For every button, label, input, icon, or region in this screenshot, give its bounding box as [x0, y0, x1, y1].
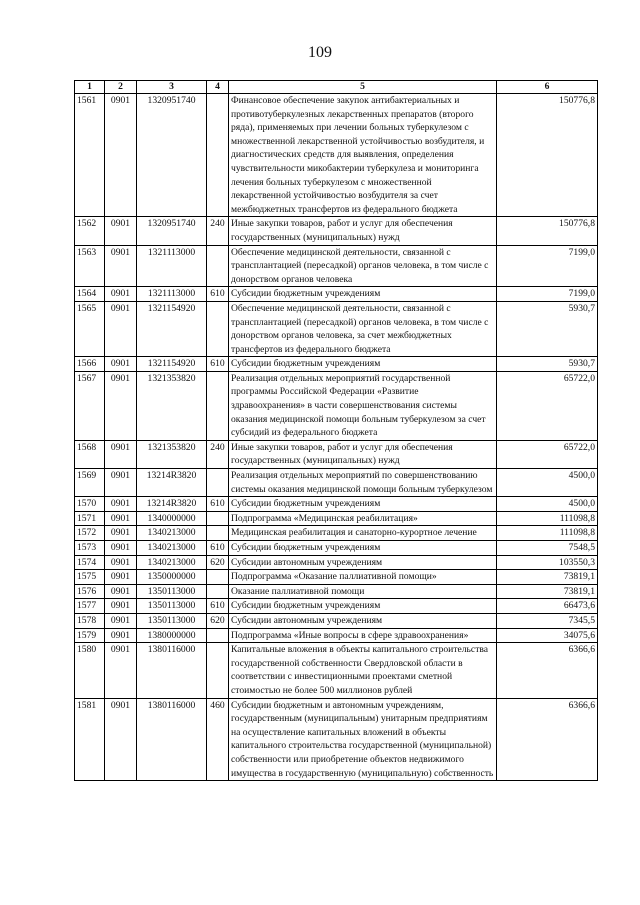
item-name-cell: Обеспечение медицинской деятельности, связанной с трансплантацией (пересадкой) органов человека, в том числе с донорством органов человека — [229, 245, 497, 287]
row-number-cell: 1578 — [75, 613, 105, 628]
expense-type-cell: 610 — [207, 357, 229, 372]
item-name-cell: Субсидии бюджетным учреждениям — [229, 287, 497, 302]
amount-cell: 7548,5 — [497, 541, 598, 556]
target-article-cell: 13214R3820 — [137, 469, 207, 497]
table-row — [75, 94, 598, 217]
item-name-cell: Финансовое обеспечение закупок антибактериальных и противотуберкулезных лекарственных препаратов (второго ряда), применяемых при лечении больных туберкулезом с множественной лекарственной устойчивостью возбудителя, и диагностических средств для выявления, определения чувствительности микобактерии туберкулеза и мониторинга лечения больных туберкулезом с множественной лекарственной устойчивостью возбудителя за счет межбюджетных трансфертов из федерального бюджета — [229, 94, 497, 217]
target-article-cell: 1380116000 — [137, 643, 207, 698]
row-number-cell: 1571 — [75, 511, 105, 526]
item-name-cell: Реализация отдельных мероприятий по совершенствованию системы оказания медицинской помощи больным туберкулезом — [229, 469, 497, 497]
table-row — [75, 245, 598, 287]
row-number-cell: 1563 — [75, 245, 105, 287]
target-article-cell: 1340213000 — [137, 541, 207, 556]
section-code-cell: 0901 — [105, 511, 137, 526]
expense-type-cell — [207, 584, 229, 599]
budget-table — [74, 80, 598, 781]
section-code-cell: 0901 — [105, 570, 137, 585]
item-name-cell: Иные закупки товаров, работ и услуг для обеспечения государственных (муниципальных) нужд — [229, 217, 497, 245]
target-article-cell: 1350113000 — [137, 584, 207, 599]
table-row — [75, 599, 598, 614]
expense-type-cell: 240 — [207, 440, 229, 468]
table-row — [75, 357, 598, 372]
amount-cell: 103550,3 — [497, 555, 598, 570]
expense-type-cell — [207, 570, 229, 585]
section-code-cell: 0901 — [105, 613, 137, 628]
row-number-cell: 1561 — [75, 94, 105, 217]
target-article-cell: 1321353820 — [137, 440, 207, 468]
row-number-cell: 1575 — [75, 570, 105, 585]
amount-cell: 7345,5 — [497, 613, 598, 628]
item-name-cell: Оказание паллиативной помощи — [229, 584, 497, 599]
section-code-cell: 0901 — [105, 541, 137, 556]
table-row — [75, 584, 598, 599]
item-name-cell: Субсидии автономным учреждениям — [229, 613, 497, 628]
amount-cell: 6366,6 — [497, 698, 598, 781]
expense-type-cell — [207, 469, 229, 497]
header-cell-4: 4 — [207, 81, 229, 94]
target-article-cell: 1340213000 — [137, 526, 207, 541]
table-row — [75, 526, 598, 541]
amount-cell: 111098,8 — [497, 511, 598, 526]
amount-cell: 4500,0 — [497, 497, 598, 512]
amount-cell: 73819,1 — [497, 584, 598, 599]
expense-type-cell: 620 — [207, 613, 229, 628]
section-code-cell: 0901 — [105, 698, 137, 781]
item-name-cell: Субсидии бюджетным учреждениям — [229, 541, 497, 556]
table-row — [75, 570, 598, 585]
amount-cell: 7199,0 — [497, 245, 598, 287]
item-name-cell: Субсидии бюджетным и автономным учреждениям, государственным (муниципальным) унитарным предприятиям на осуществление капитальных вложений в объекты капитального строительства государственной (муниципальной) собственности или приобретение объектов недвижимого имущества в государственную (муниципальную) собственность — [229, 698, 497, 781]
table-row — [75, 541, 598, 556]
section-code-cell: 0901 — [105, 599, 137, 614]
expense-type-cell — [207, 526, 229, 541]
expense-type-cell — [207, 301, 229, 356]
target-article-cell: 1320951740 — [137, 217, 207, 245]
table-body — [75, 94, 598, 781]
row-number-cell: 1577 — [75, 599, 105, 614]
table-row — [75, 371, 598, 440]
amount-cell: 7199,0 — [497, 287, 598, 302]
item-name-cell: Подпрограмма «Оказание паллиативной помощи» — [229, 570, 497, 585]
row-number-cell: 1573 — [75, 541, 105, 556]
amount-cell: 34075,6 — [497, 628, 598, 643]
target-article-cell: 1321154920 — [137, 357, 207, 372]
amount-cell: 150776,8 — [497, 217, 598, 245]
table-row — [75, 301, 598, 356]
expense-type-cell: 610 — [207, 497, 229, 512]
amount-cell: 111098,8 — [497, 526, 598, 541]
table-row — [75, 511, 598, 526]
expense-type-cell — [207, 628, 229, 643]
section-code-cell: 0901 — [105, 94, 137, 217]
expense-type-cell — [207, 94, 229, 217]
table-row — [75, 555, 598, 570]
row-number-cell: 1568 — [75, 440, 105, 468]
section-code-cell: 0901 — [105, 628, 137, 643]
section-code-cell: 0901 — [105, 584, 137, 599]
section-code-cell: 0901 — [105, 526, 137, 541]
header-cell-6: 6 — [497, 81, 598, 94]
section-code-cell: 0901 — [105, 217, 137, 245]
amount-cell: 5930,7 — [497, 357, 598, 372]
target-article-cell: 1321154920 — [137, 301, 207, 356]
expense-type-cell: 620 — [207, 555, 229, 570]
table-row — [75, 440, 598, 468]
row-number-cell: 1564 — [75, 287, 105, 302]
item-name-cell: Субсидии автономным учреждениям — [229, 555, 497, 570]
amount-cell: 150776,8 — [497, 94, 598, 217]
expense-type-cell: 610 — [207, 541, 229, 556]
section-code-cell: 0901 — [105, 371, 137, 440]
row-number-cell: 1566 — [75, 357, 105, 372]
table-row — [75, 287, 598, 302]
expense-type-cell: 610 — [207, 287, 229, 302]
section-code-cell: 0901 — [105, 287, 137, 302]
header-cell-1: 1 — [75, 81, 105, 94]
expense-type-cell — [207, 511, 229, 526]
target-article-cell: 1340000000 — [137, 511, 207, 526]
section-code-cell: 0901 — [105, 497, 137, 512]
expense-type-cell — [207, 643, 229, 698]
item-name-cell: Обеспечение медицинской деятельности, связанной с трансплантацией (пересадкой) органов человека, в том числе с донорством органов человека, за счет межбюджетных трансфертов из федерального бюджета — [229, 301, 497, 356]
target-article-cell: 1320951740 — [137, 94, 207, 217]
section-code-cell: 0901 — [105, 555, 137, 570]
table-row — [75, 469, 598, 497]
row-number-cell: 1581 — [75, 698, 105, 781]
row-number-cell: 1572 — [75, 526, 105, 541]
expense-type-cell — [207, 245, 229, 287]
item-name-cell: Иные закупки товаров, работ и услуг для обеспечения государственных (муниципальных) нужд — [229, 440, 497, 468]
section-code-cell: 0901 — [105, 301, 137, 356]
row-number-cell: 1574 — [75, 555, 105, 570]
table-row — [75, 613, 598, 628]
item-name-cell: Медицинская реабилитация и санаторно-курортное лечение — [229, 526, 497, 541]
header-cell-3: 3 — [137, 81, 207, 94]
item-name-cell: Капитальные вложения в объекты капитального строительства государственной собственности Свердловской области в соответствии с инвестиционными проектами сметной стоимостью не более 500 миллионов рублей — [229, 643, 497, 698]
header-cell-2: 2 — [105, 81, 137, 94]
table-row — [75, 497, 598, 512]
section-code-cell: 0901 — [105, 357, 137, 372]
section-code-cell: 0901 — [105, 440, 137, 468]
table-row — [75, 643, 598, 698]
target-article-cell: 13214R3820 — [137, 497, 207, 512]
target-article-cell: 1321353820 — [137, 371, 207, 440]
amount-cell: 65722,0 — [497, 371, 598, 440]
expense-type-cell: 460 — [207, 698, 229, 781]
section-code-cell: 0901 — [105, 469, 137, 497]
target-article-cell: 1350113000 — [137, 613, 207, 628]
row-number-cell: 1569 — [75, 469, 105, 497]
expense-type-cell: 240 — [207, 217, 229, 245]
row-number-cell: 1580 — [75, 643, 105, 698]
target-article-cell: 1350113000 — [137, 599, 207, 614]
amount-cell: 66473,6 — [497, 599, 598, 614]
amount-cell: 5930,7 — [497, 301, 598, 356]
expense-type-cell — [207, 371, 229, 440]
table-row — [75, 698, 598, 781]
row-number-cell: 1562 — [75, 217, 105, 245]
target-article-cell: 1380116000 — [137, 698, 207, 781]
table-row — [75, 217, 598, 245]
row-number-cell: 1576 — [75, 584, 105, 599]
target-article-cell: 1340213000 — [137, 555, 207, 570]
section-code-cell: 0901 — [105, 245, 137, 287]
expense-type-cell: 610 — [207, 599, 229, 614]
item-name-cell: Подпрограмма «Медицинская реабилитация» — [229, 511, 497, 526]
section-code-cell: 0901 — [105, 643, 137, 698]
row-number-cell: 1565 — [75, 301, 105, 356]
amount-cell: 4500,0 — [497, 469, 598, 497]
row-number-cell: 1570 — [75, 497, 105, 512]
row-number-cell: 1579 — [75, 628, 105, 643]
item-name-cell: Субсидии бюджетным учреждениям — [229, 599, 497, 614]
target-article-cell: 1380000000 — [137, 628, 207, 643]
header-cell-5: 5 — [229, 81, 497, 94]
row-number-cell: 1567 — [75, 371, 105, 440]
target-article-cell: 1350000000 — [137, 570, 207, 585]
target-article-cell: 1321113000 — [137, 287, 207, 302]
amount-cell: 73819,1 — [497, 570, 598, 585]
item-name-cell: Субсидии бюджетным учреждениям — [229, 497, 497, 512]
item-name-cell: Реализация отдельных мероприятий государственной программы Российской Федерации «Развитие здравоохранения» в части совершенствования системы оказания медицинской помощи больным туберкулезом за счет субсидий из федерального бюджета — [229, 371, 497, 440]
amount-cell: 6366,6 — [497, 643, 598, 698]
item-name-cell: Подпрограмма «Иные вопросы в сфере здравоохранения» — [229, 628, 497, 643]
amount-cell: 65722,0 — [497, 440, 598, 468]
page-number: 109 — [308, 44, 332, 61]
table-row — [75, 628, 598, 643]
target-article-cell: 1321113000 — [137, 245, 207, 287]
item-name-cell: Субсидии бюджетным учреждениям — [229, 357, 497, 372]
header-row — [75, 81, 598, 94]
